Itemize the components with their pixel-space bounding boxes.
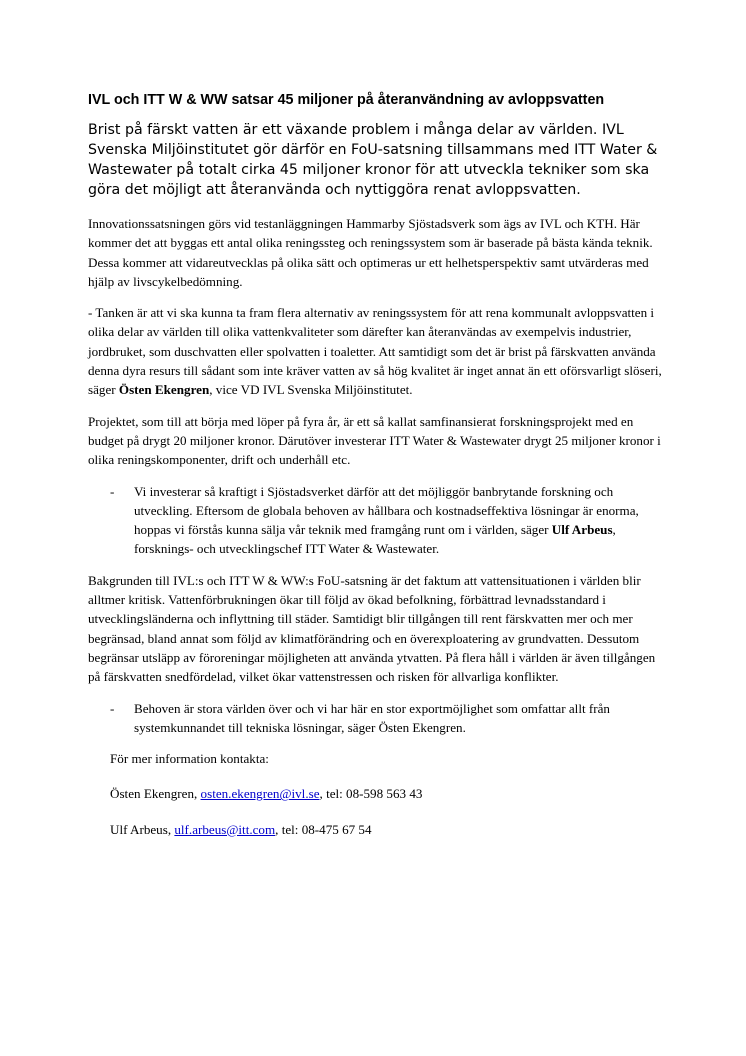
press-release: [88, 90, 668, 855]
quote-osten-export: [88, 699, 668, 738]
email-link-osten[interactable]: osten.ekengren@ivl.se: [200, 786, 320, 802]
contact-intro: För mer information kontakta:: [110, 751, 269, 767]
contact-ulf: [110, 820, 668, 839]
dash-bullet: -: [110, 483, 115, 499]
contact-phone: , tel: 08-598 563 43: [319, 786, 423, 802]
article-title: IVL och ITT W & WW satsar 45 miljoner på återanvändning av avloppsvatten: [88, 92, 605, 108]
contact-phone: , tel: 08-475 67 54: [275, 821, 372, 837]
quote-text: Vi investerar så kraftigt i Sjöstadsverket därför att det möjliggör banbrytande forskning och utveckling. Eftersom de globala behoven av hållbara och kostnadseffektiva lösningar är enorma, hoppas vi förstås kunna sälja vår teknik med framgång runt om i världen, säger: [134, 483, 639, 538]
quote-ulf: [88, 482, 668, 559]
dash-bullet: -: [110, 700, 115, 716]
speaker-name: Ulf Arbeus: [551, 522, 613, 538]
paragraph-innovation: Innovationssatsningen görs vid testanläggningen Hammarby Sjöstadsverk som ägs av IVL och KTH. Här kommer det att byggas ett antal olika reningssteg och reningssystem som är baserade på bästa kända teknik. Dessa kommer att vidareutvecklas på olika sätt och optimeras ur ett helhetsperspektiv samt utvärderas med hjälp av livscykelbedömning.: [88, 216, 653, 289]
speaker-title: , forsknings- och utvecklingschef ITT Water & Wastewater.: [134, 522, 616, 557]
speaker-title: , vice VD IVL Svenska Miljöinstitutet.: [209, 382, 413, 398]
lead-paragraph: Brist på färskt vatten är ett växande problem i många delar av världen. IVL Svenska Miljöinstitutet gör därför en FoU-satsning tillsammans med ITT Water & Wastewater på totalt cirka 45 miljoner kronor för att utveckla tekniker som ska göra det möjligt att återanvända och nyttiggöra renat avloppsvatten.: [88, 122, 658, 198]
contact-osten: [110, 784, 668, 803]
email-link-ulf[interactable]: ulf.arbeus@itt.com: [174, 821, 276, 837]
contact-name: Östen Ekengren,: [110, 786, 201, 802]
quote-text: Behoven är stora världen över och vi har här en stor exportmöjlighet som omfattar allt från systemkunnandet till tekniska lösningar, säger Östen Ekengren.: [134, 700, 610, 735]
paragraph-background: Bakgrunden till IVL:s och ITT W & WW:s FoU-satsning är det faktum att vattensituationen i världen blir alltmer kritisk. Vattenförbrukningen ökar till följd av ökad befolkning, förbättrad levnadsstandard i utvecklingsländerna och inflyttning till städer. Samtidigt blir tillgången till rent färskvatten mer och mer begränsad, bland annat som följd av klimatförändring och en överexploatering av grundvatten. Dessutom begränsar utsläpp av föroreningar möjligheten att använda ytvatten. På flera håll i världen är även tillgången på färskvatten snedfördelad, vilket ökar vattenstressen och risken för allvarliga konflikter.: [88, 572, 656, 685]
quote-osten: [88, 303, 668, 399]
paragraph-project: Projektet, som till att börja med löper på fyra år, är ett så kallat samfinansierat forskningsprojekt med en budget på drygt 20 miljoner kronor. Därutöver investerar ITT Water & Wastewater drygt 25 miljoner kronor i olika reningskomponenter, drift och underhåll etc.: [88, 413, 661, 468]
contact-name: Ulf Arbeus,: [110, 821, 175, 837]
speaker-name: Östen Ekengren: [118, 382, 210, 398]
quote-text: - Tanken är att vi ska kunna ta fram flera alternativ av reningssystem för att rena kommunalt avloppsvatten i olika delar av världen till olika vattenkvaliteter som därefter kan återanvändas av exempelvis industrier, jordbruket, som duschvatten eller spolvatten i toaletter. Att samtidigt som det är brist på färskvatten använda denna dyra resurs till sådant som inte kräver vatten av så hög kvalitet är inget annat än ett oförsvarligt slöseri, säger: [88, 305, 662, 398]
